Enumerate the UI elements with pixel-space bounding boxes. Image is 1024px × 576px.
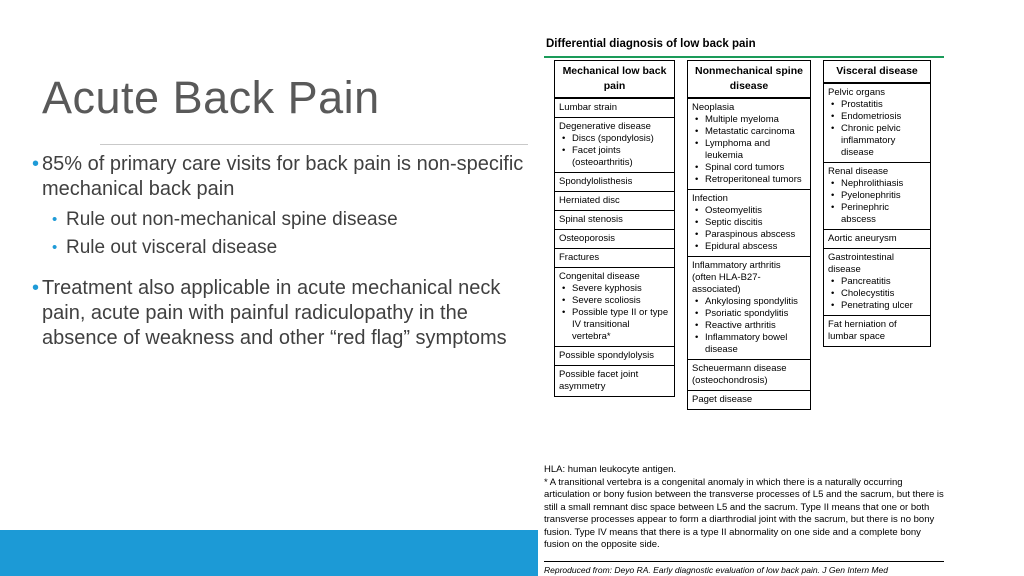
diagnosis-category: Infection [692,193,728,204]
sub-bullet-text: Rule out non-mechanical spine disease [66,209,398,230]
bullet-text: Treatment also applicable in acute mechanical neck pain, acute pain with painful radiculopathy in the absence of weakness and other “red flag” symptoms [42,277,507,349]
diagnosis-cell [555,192,674,211]
figure-source: Reproduced from: Deyo RA. Early diagnostic evaluation of low back pain. J Gen Intern Med [544,561,944,575]
figure-title-rule [544,56,944,58]
diagnosis-sublist [828,178,926,226]
diagnosis-subitem: • Chronic pelvic inflammatory disease [828,123,926,159]
diagnosis-subitem: • Multiple myeloma [692,114,806,126]
diagnosis-subitem: • Reactive arthritis [692,320,806,332]
column-nonmechanical [687,60,811,410]
diagnosis-category: Inflammatory arthritis (often HLA-B27-associated) [692,260,781,295]
diagnosis-category: Paget disease [692,394,753,405]
diagnosis-subitem: • Nephrolithiasis [828,178,926,190]
diagnosis-subitem: • Severe scoliosis [559,295,670,307]
diagnosis-subitem: • Metastatic carcinoma [692,126,806,138]
diagnosis-cell [555,99,674,118]
diagnosis-subitem: • Epidural abscess [692,241,806,253]
diagnosis-subitem: • Osteomyelitis [692,205,806,217]
footnote-hla: HLA: human leukocyte antigen. [544,464,677,475]
diagnosis-cell [555,268,674,347]
diagnosis-subitem: • Pancreatitis [828,276,926,288]
diagnosis-subitem: • Discs (spondylosis) [559,133,670,145]
diagnosis-category: Gastrointestinal disease [828,252,895,275]
title-divider [100,144,528,145]
diagnosis-sublist [692,114,806,186]
diagnosis-sublist [692,205,806,253]
diagnosis-category: Spondylolisthesis [559,176,633,187]
diagnosis-cell [688,190,810,257]
diagnosis-subitem: • Possible type II or type IV transitional vertebra* [559,307,670,343]
diagnosis-cell [555,118,674,173]
diagnosis-subitem: • Septic discitis [692,217,806,229]
diagnosis-subitem: • Inflammatory bowel disease [692,332,806,356]
diagnosis-category: Scheuermann disease (osteochondrosis) [692,363,787,386]
diagnosis-subitem: • Facet joints (osteoarthritis) [559,145,670,169]
bullet-item [32,152,532,202]
diagnosis-cell [824,84,930,163]
footnote-transitional-vertebra: * A transitional vertebra is a congenital anomaly in which there is a naturally occurring articulation or bony fusion between the transverse processes of L5 and the sacrum, but there is still a small remnant disc space between L5 and the sacrum. Type II means that one or both transverse processes appear to form a diarthrodial joint with the sacrum, but there is no bony fusion. Type IV means that there is a type II abnormality on one side and a complete bony fusion on the opposite side. [544,476,944,550]
diagnosis-cell [688,360,810,391]
diagnosis-sublist [828,276,926,312]
diagnosis-subitem: • Prostatitis [828,99,926,111]
diagnosis-subitem: • Retroperitoneal tumors [692,174,806,186]
diagnosis-subitem: • Cholecystitis [828,288,926,300]
bullet-dot-icon: • [32,153,40,175]
column-visceral [823,60,931,347]
figure-footnotes [544,464,944,552]
diagnosis-subitem: • Paraspinous abscess [692,229,806,241]
differential-diagnosis-figure [538,28,958,576]
bullet-dot-icon: • [52,211,58,228]
diagnosis-subitem: • Endometriosis [828,111,926,123]
diagnosis-category: Osteoporosis [559,233,615,244]
diagnosis-cell [555,230,674,249]
diagnosis-category: Degenerative disease [559,121,651,132]
diagnosis-sublist [828,99,926,159]
column-header: Mechanical low back pain [554,60,675,99]
diagnosis-category: Possible spondylolysis [559,350,655,361]
slide-title: Acute Back Pain [42,72,380,123]
diagnosis-subitem: • Spinal cord tumors [692,162,806,174]
diagnosis-cell [824,249,930,316]
diagnosis-category: Lumbar strain [559,102,618,113]
figure-title: Differential diagnosis of low back pain [546,38,756,50]
diagnosis-sublist [559,133,670,169]
diagnosis-subitem: • Psoriatic spondylitis [692,308,806,320]
column-header: Visceral disease [823,60,931,84]
sub-bullet-text: Rule out visceral disease [66,237,278,258]
diagnosis-cell [555,366,674,397]
diagnosis-cell [688,257,810,360]
diagnosis-category: Renal disease [828,166,889,177]
diagnosis-category: Pelvic organs [828,87,886,98]
bullet-dot-icon: • [52,239,58,256]
diagnosis-subitem: • Severe kyphosis [559,283,670,295]
diagnosis-cell [555,249,674,268]
column-mechanical [554,60,675,397]
column-body [554,99,675,397]
diagnosis-cell [824,163,930,230]
diagnosis-cell [555,173,674,192]
footer-accent-bar [0,530,540,576]
diagnosis-category: Aortic aneurysm [828,233,897,244]
sub-bullet-item [32,208,532,232]
bullet-dot-icon: • [32,277,40,299]
bullet-list [32,152,532,357]
diagnosis-category: Spinal stenosis [559,214,623,225]
diagnosis-subitem: • Perinephric abscess [828,202,926,226]
column-body [823,84,931,347]
diagnosis-cell [688,391,810,410]
sub-bullet-item [32,236,532,260]
diagnosis-cell [555,211,674,230]
diagnosis-cell [824,316,930,347]
diagnosis-category: Herniated disc [559,195,620,206]
diagnosis-cell [688,99,810,190]
diagnosis-subitem: • Ankylosing spondylitis [692,296,806,308]
diagnosis-sublist [559,283,670,343]
column-header: Nonmechanical spine disease [687,60,811,99]
bullet-item [32,276,532,351]
bullet-text: 85% of primary care visits for back pain is non-specific mechanical back pain [42,153,524,200]
diagnosis-subitem: • Pyelonephritis [828,190,926,202]
diagnosis-cell [824,230,930,249]
diagnosis-category: Fat herniation of lumbar space [828,319,897,342]
diagnosis-category: Neoplasia [692,102,735,113]
diagnosis-category: Possible facet joint asymmetry [559,369,639,392]
column-body [687,99,811,410]
diagnosis-subitem: • Lymphoma and leukemia [692,138,806,162]
diagnosis-subitem: • Penetrating ulcer [828,300,926,312]
diagnosis-cell [555,347,674,366]
diagnosis-category: Congenital disease [559,271,640,282]
diagnosis-category: Fractures [559,252,600,263]
diagnosis-sublist [692,296,806,356]
